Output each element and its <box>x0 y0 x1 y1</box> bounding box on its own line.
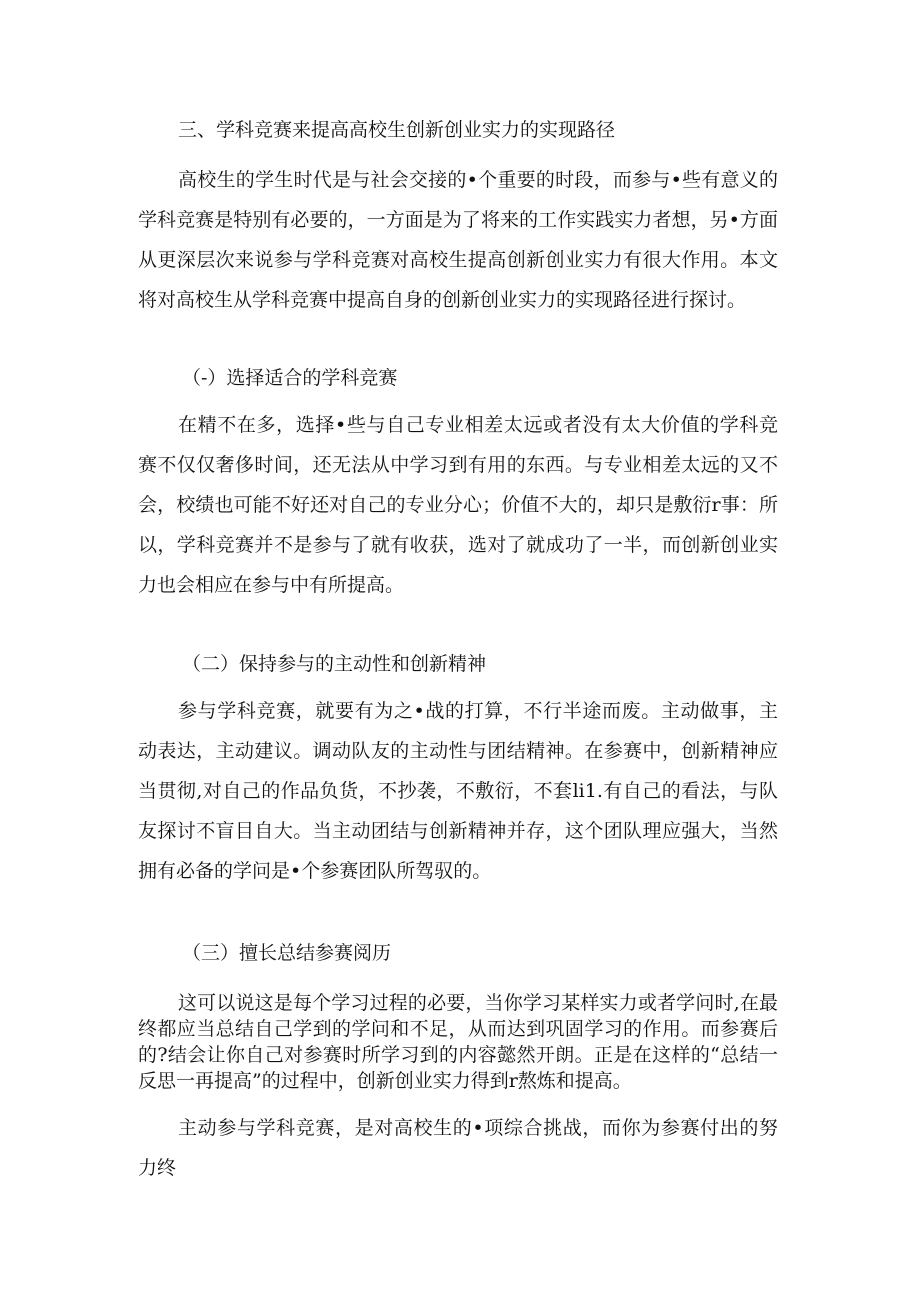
subsection-3-title: （三）擅长总结参赛阅历 <box>182 942 392 964</box>
subsection-2-body: 参与学科竞赛，就要有为之•战的打算，不行半途而废。主动做事，主动表达，主动建议。调动队友的主动性与团结精神。在参赛中，创新精神应当贯彻,对自己的作品负货，不抄袭，不敷衍，不套li1.有自己的看法，与队友探讨不盲目自大。当主动团结与创新精神并存，这个团队理应强大，当然拥有必备的学问是•个参赛团队所驾驭的。 <box>138 700 778 882</box>
subsection-2-title: （二）保持参与的主动性和创新精神 <box>182 653 487 675</box>
section-title: 三、学科竞赛来提高高校生创新创业实力的实现路径 <box>178 119 616 141</box>
subsection-3-body: 这可以说这是每个学习过程的必要，当你学习某样实力或者学问时,在最终都应当总结自己学到的学问和不足，从而达到巩固学习的作用。而参赛后的?结会让你自己对参赛时所学习到的内容懿然开朗。正是在这样的“总结一反思一再提高”的过程中，创新创业实力得到r熬炼和提高。 <box>138 992 778 1092</box>
subsection-1-body: 在精不在多，选择•些与自己专业相差太远或者没有太大价值的学科竞赛不仅仅奢侈时间，还无法从中学习到有用的东西。与专业相差太远的又不会，校绩也可能不好还对自己的专业分心；价值不大的，却只是敷衍r事：所以，学科竞赛并不是参与了就有收获，选对了就成功了一半，而创新创业实力也会相应在参与中有所提高。 <box>138 414 778 596</box>
intro-paragraph: 高校生的学生时代是与社会交接的•个重要的时段，而参与•些有意义的学科竞赛是特别有必要的，一方面是为了将来的工作实践实力者想，另•方面从更深层次来说参与学科竞赛对高校生提高创新创业实力有很大作用。本文将对高校生从学科竞赛中提高自身的创新创业实力的实现路径进行探讨。 <box>138 169 778 311</box>
closing-paragraph: 主动参与学科竞赛，是对高校生的•项综合挑战，而你为参赛付出的努力终 <box>138 1117 778 1179</box>
subsection-1-title: （-）选择适合的学科竞赛 <box>182 367 398 389</box>
